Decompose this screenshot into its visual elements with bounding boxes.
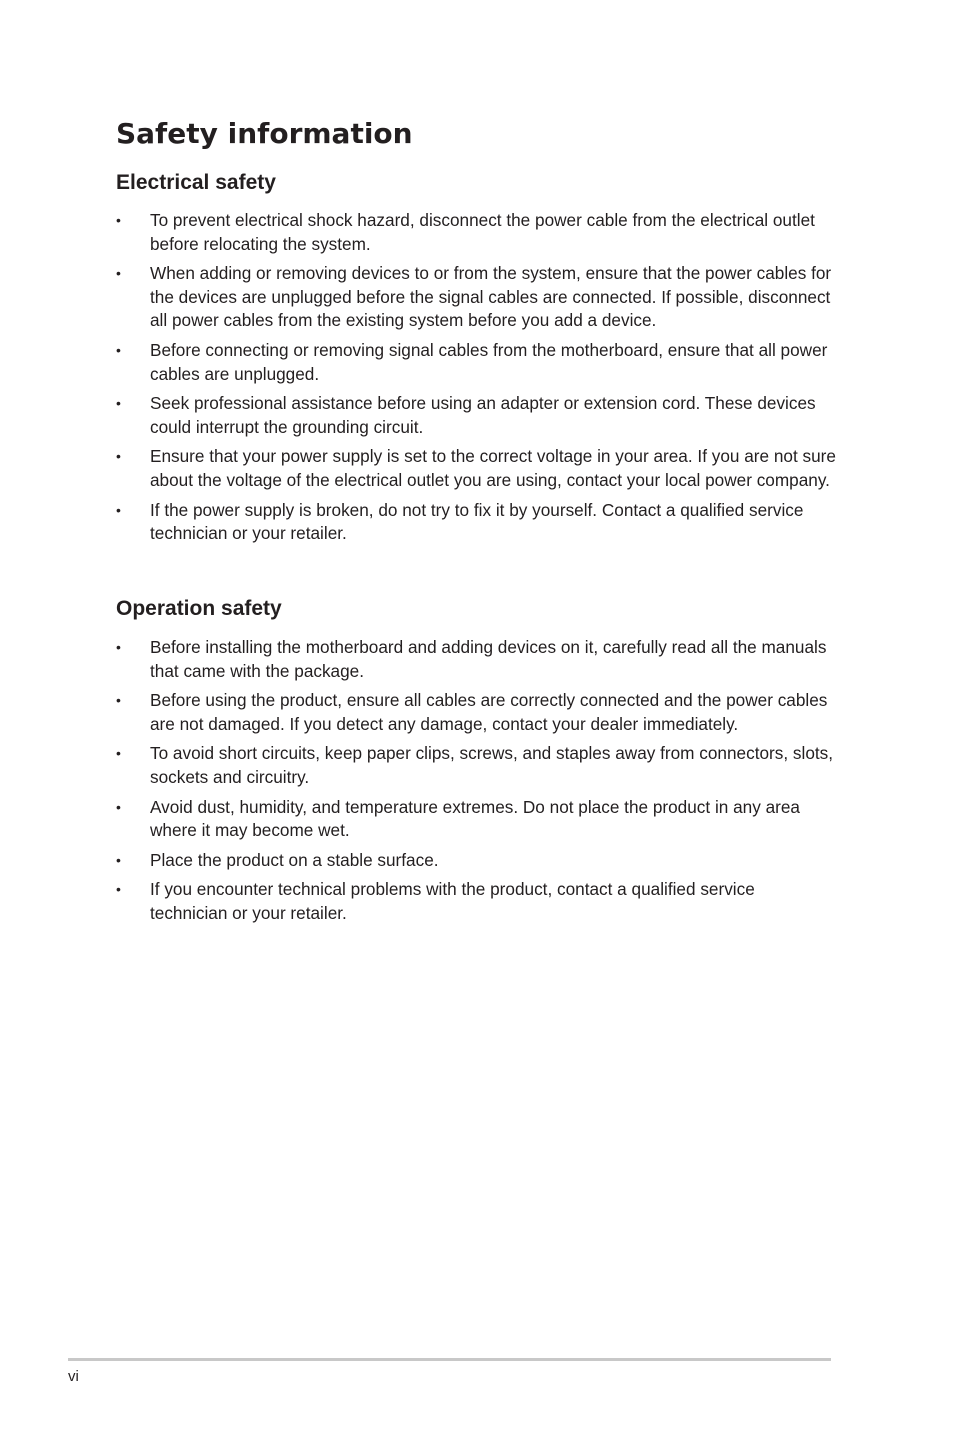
bullet-icon: • [116,851,121,868]
list-item-text: To prevent electrical shock hazard, disconnect the power cable from the electrical outlet before relocating the system. [150,210,815,254]
list-item [116,689,836,736]
list-item [116,499,836,546]
list-item-text: Avoid dust, humidity, and temperature extremes. Do not place the product in any area where it may become wet. [150,796,800,841]
bullet-icon: • [116,501,121,518]
page-title: Safety information [116,117,413,150]
list-item-text: If the power supply is broken, do not try to fix it by yourself. Contact a qualified service technician or your retailer. [150,499,804,544]
page-number: vi [68,1368,79,1385]
list-item [116,878,836,925]
list-item [116,262,836,333]
list-item [116,209,836,256]
bullet-icon: • [116,639,121,655]
list-item-text: Before connecting or removing signal cables from the motherboard, ensure that all power cables are unplugged. [150,339,828,384]
bullet-icon: • [116,265,121,282]
footer-divider [68,1358,831,1361]
list-item-text: Before using the product, ensure all cables are correctly connected and the power cables are not damaged. If you detect any damage, contact your dealer immediately. [150,690,828,734]
list-item-text: Seek professional assistance before using an adapter or extension cord. These devices could interrupt the grounding circuit. [150,393,816,437]
bullet-icon: • [116,395,121,412]
electrical-safety-list [116,209,836,552]
bullet-icon: • [116,881,121,898]
list-item-text: When adding or removing devices to or from the system, ensure that the power cables for the devices are unplugged before the signal cables are connected. If possible, disconnect all power cables from the existing system before you add a device. [150,263,832,331]
list-item-text: If you encounter technical problems with the product, contact a qualified service technician or your retailer. [150,879,755,923]
operation-safety-heading: Operation safety [116,597,282,620]
electrical-safety-heading: Electrical safety [116,171,276,194]
list-item-text: To avoid short circuits, keep paper clips, screws, and staples away from connectors, slots, sockets and circuitry. [150,743,834,787]
bullet-icon: • [116,448,121,465]
list-item [116,796,836,843]
bullet-icon: • [116,798,121,815]
list-item [116,392,836,439]
list-item-text: Before installing the motherboard and adding devices on it, carefully read all the manuals that came with the package. [150,637,827,681]
list-item [116,849,836,873]
list-item-text: Ensure that your power supply is set to the correct voltage in your area. If you are not sure about the voltage of the electrical outlet you are using, contact your local power company. [150,446,836,490]
list-item [116,636,836,683]
list-item [116,445,836,492]
bullet-icon: • [116,692,121,709]
bullet-icon: • [116,212,121,228]
bullet-icon: • [116,745,121,762]
bullet-icon: • [116,341,121,358]
list-item [116,339,836,386]
list-item-text: Place the product on a stable surface. [150,849,439,870]
operation-safety-list [116,636,836,932]
list-item [116,742,836,789]
